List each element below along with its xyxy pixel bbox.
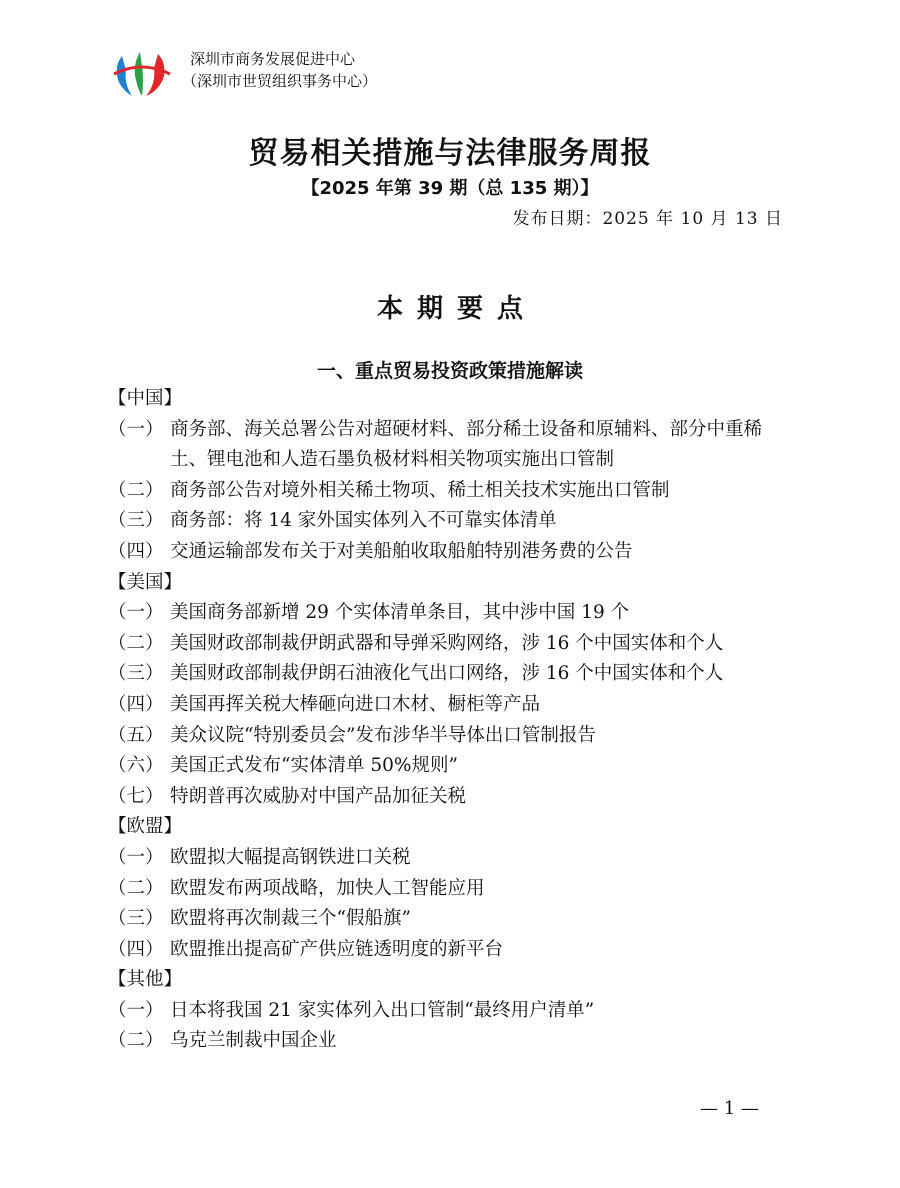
list-item: [108, 751, 798, 782]
item-number: （四）: [108, 938, 164, 960]
list-item: [108, 1026, 798, 1057]
org-line-1: 深圳市商务发展促进中心: [190, 50, 356, 68]
item-text: 美众议院“特别委员会”发布涉华半导体出口管制报告: [170, 724, 596, 746]
item-text: 特朗普再次威胁对中国产品加征关税: [170, 785, 467, 807]
group-label: 【美国】: [108, 571, 183, 593]
organization-name: [182, 48, 378, 92]
item-text: 日本将我国 21 家实体列入出口管制“最终用户清单”: [170, 999, 595, 1021]
item-text: 欧盟推出提高矿产供应链透明度的新平台: [170, 938, 504, 960]
item-text: 商务部公告对境外相关稀土物项、稀土相关技术实施出口管制: [170, 479, 670, 501]
item-number: （四）: [108, 693, 164, 715]
page-number: — 1 —: [700, 1098, 759, 1119]
publish-date: 发布日期：2025 年 10 月 13 日: [512, 209, 783, 229]
item-text: 美国商务部新增 29 个实体清单条目，其中涉中国 19 个: [170, 602, 630, 624]
item-number: （五）: [108, 724, 164, 746]
item-text: 乌克兰制裁中国企业: [170, 1030, 337, 1052]
document-title: 贸易相关措施与法律服务周报: [248, 136, 652, 171]
item-text: 交通运输部发布关于对美船舶收取船舶特别港务费的公告: [170, 540, 633, 562]
list-item: [108, 996, 798, 1027]
item-number: （三）: [108, 663, 164, 685]
list-item: [108, 415, 798, 476]
list-item: [108, 659, 798, 690]
list-item: [108, 935, 798, 966]
item-number: （二）: [108, 479, 164, 501]
list-item: [108, 537, 798, 568]
item-text: 欧盟发布两项战略，加快人工智能应用: [170, 877, 485, 899]
list-item: [108, 629, 798, 660]
list-item: [108, 598, 798, 629]
list-item: [108, 782, 798, 813]
shenzhen-logo-icon: [112, 50, 172, 98]
group-label: 【欧盟】: [108, 816, 183, 838]
list-item: [108, 690, 798, 721]
list-item: [108, 874, 798, 905]
issue-number: 【2025 年第 39 期（总 135 期）】: [301, 178, 599, 199]
item-number: （二）: [108, 1030, 164, 1052]
list-item: [108, 843, 798, 874]
item-text: 欧盟将再次制裁三个“假船旗”: [170, 908, 411, 930]
list-item: [108, 506, 798, 537]
item-number: （四）: [108, 540, 164, 562]
list-item: [108, 476, 798, 507]
list-item: [108, 721, 798, 752]
item-number: （一）: [108, 602, 164, 624]
item-number: （一）: [108, 418, 164, 440]
item-text: 美国正式发布“实体清单 50%规则”: [170, 755, 458, 777]
item-number: （三）: [108, 510, 164, 532]
item-text: 美国再挥关税大棒砸向进口木材、橱柜等产品: [170, 693, 541, 715]
item-text: 商务部、海关总署公告对超硬材料、部分稀土设备和原辅料、部分中重稀土、锂电池和人造石墨负极材料相关物项实施出口管制: [170, 418, 763, 471]
item-number: （二）: [108, 632, 164, 654]
item-number: （二）: [108, 877, 164, 899]
group-label: 【其他】: [108, 969, 183, 991]
item-text: 美国财政部制裁伊朗武器和导弹采购网络，涉 16 个中国实体和个人: [170, 632, 724, 654]
item-number: （一）: [108, 999, 164, 1021]
list-item: [108, 904, 798, 935]
item-text: 美国财政部制裁伊朗石油液化气出口网络，涉 16 个中国实体和个人: [170, 663, 724, 685]
item-number: （三）: [108, 908, 164, 930]
group-label: 【中国】: [108, 388, 183, 409]
item-number: （七）: [108, 785, 164, 807]
item-number: （一）: [108, 846, 164, 868]
item-text: 商务部：将 14 家外国实体列入不可靠实体清单: [170, 510, 557, 532]
item-text: 欧盟拟大幅提高钢铁进口关税: [170, 846, 411, 868]
item-number: （六）: [108, 755, 164, 777]
section-heading: 一、重点贸易投资政策措施解读: [316, 360, 583, 382]
key-points-heading: 本期要点: [376, 294, 537, 324]
key-points-list: [108, 384, 798, 1057]
org-line-2: （深圳市世贸组织事务中心）: [182, 72, 378, 90]
